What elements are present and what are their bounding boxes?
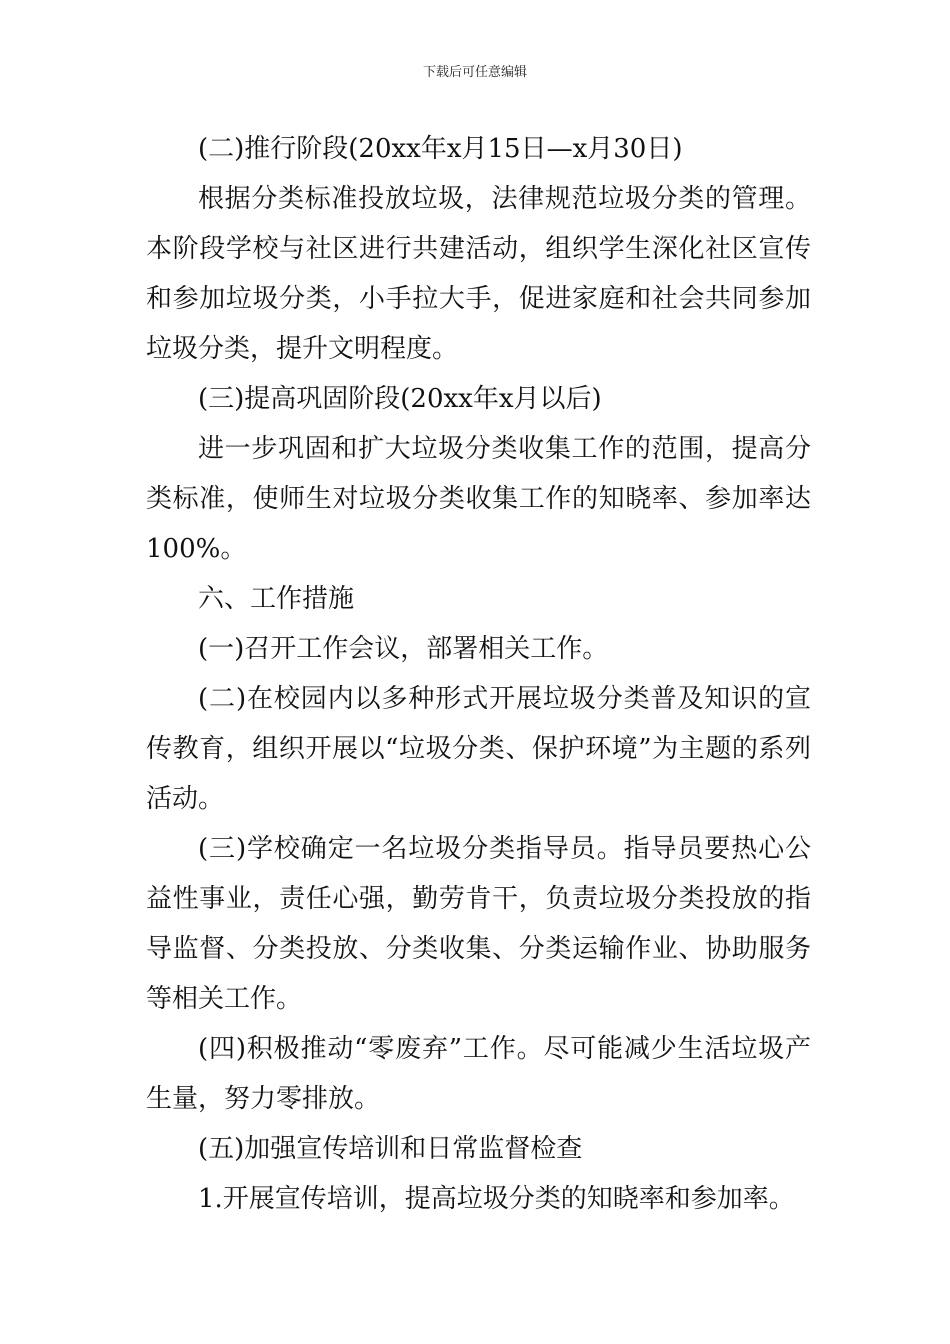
section-six-heading: 六、工作措施 [198, 584, 355, 614]
page-header-note: 下载后可任意编辑 [422, 65, 527, 80]
document-body [146, 124, 811, 1224]
stage-two-body: 根据分类标准投放垃圾，法律规范垃圾分类的管理。本阶段学校与社区进行共建活动，组织学生深化社区宣传和参加垃圾分类，小手拉大手，促进家庭和社会共同参加垃圾分类，提升文明程度。 [146, 184, 811, 364]
measure-five-item-one: 1.开展宣传培训，提高垃圾分类的知晓率和参加率。 [198, 1184, 795, 1214]
measure-three: (三)学校确定一名垃圾分类指导员。指导员要热心公益性事业，责任心强，勤劳肯干，负责垃圾分类投放的指导监督、分类投放、分类收集、分类运输作业、协助服务等相关工作。 [146, 834, 811, 1014]
measure-five-heading: (五)加强宣传培训和日常监督检查 [198, 1134, 583, 1164]
measure-four: (四)积极推动“零废弃”工作。尽可能减少生活垃圾产生量，努力零排放。 [146, 1034, 811, 1114]
measure-one: (一)召开工作会议，部署相关工作。 [198, 634, 609, 664]
measure-two: (二)在校园内以多种形式开展垃圾分类普及知识的宣传教育，组织开展以“垃圾分类、保护环境”为主题的系列活动。 [146, 684, 811, 814]
stage-two-heading: (二)推行阶段(20xx年x月15日—x月30日) [198, 134, 683, 164]
stage-three-body: 进一步巩固和扩大垃圾分类收集工作的范围，提高分类标准，使师生对垃圾分类收集工作的知晓率、参加率达100%。 [146, 434, 811, 564]
stage-three-heading: (三)提高巩固阶段(20xx年x月以后) [198, 384, 602, 414]
